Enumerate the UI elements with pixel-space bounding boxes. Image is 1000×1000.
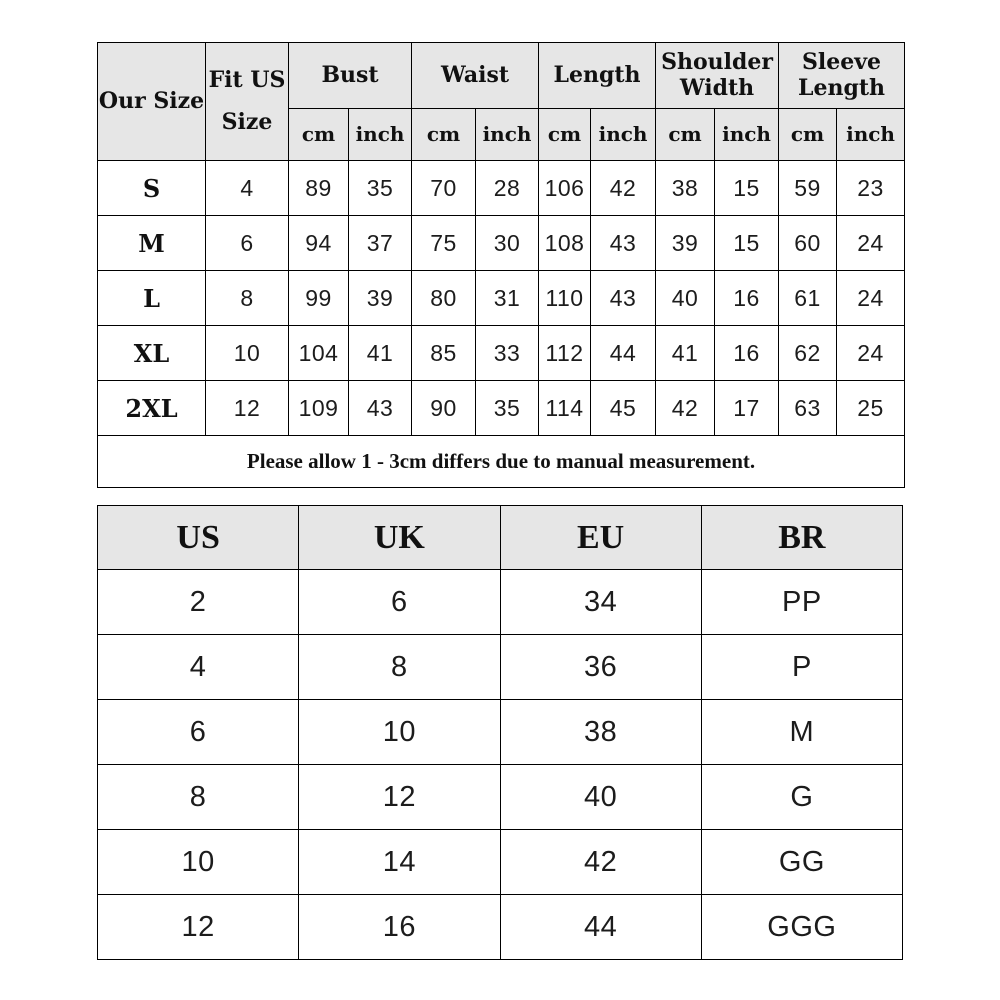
header-sleeve-cm: cm [779, 109, 837, 161]
br-size-cell: G [701, 765, 902, 830]
header-fit-us-line1: Fit US [208, 66, 286, 93]
header-shoulder-inch: inch [715, 109, 779, 161]
header-waist: Waist [412, 43, 539, 109]
measurement-cell: 59 [779, 161, 837, 216]
us-size-cell: 12 [98, 895, 299, 960]
measurement-cell: 28 [476, 161, 539, 216]
fit-us-cell: 12 [206, 381, 289, 436]
size-row-xl [98, 326, 905, 381]
header-uk: UK [299, 506, 500, 570]
measurement-note-row [98, 436, 905, 488]
header-eu: EU [500, 506, 701, 570]
header-waist-inch: inch [476, 109, 539, 161]
measurement-cell: 62 [779, 326, 837, 381]
measurement-cell: 42 [591, 161, 656, 216]
eu-size-cell: 38 [500, 700, 701, 765]
measurement-cell: 106 [539, 161, 591, 216]
measurement-note: Please allow 1 - 3cm differs due to manual measurement. [98, 436, 905, 488]
size-row-s [98, 161, 905, 216]
us-size-cell: 10 [98, 830, 299, 895]
header-fit-us-size [206, 43, 289, 161]
measurement-cell: 24 [837, 216, 905, 271]
header-shoulder-cm: cm [656, 109, 715, 161]
size-cell: XL [98, 326, 206, 381]
size-table-group-header-row [98, 43, 905, 109]
uk-size-cell: 16 [299, 895, 500, 960]
header-bust-cm: cm [289, 109, 349, 161]
uk-size-cell: 10 [299, 700, 500, 765]
fit-us-cell: 10 [206, 326, 289, 381]
measurement-cell: 94 [289, 216, 349, 271]
us-size-cell: 4 [98, 635, 299, 700]
br-size-cell: GG [701, 830, 902, 895]
header-fit-us-line2: Size [221, 108, 273, 135]
measurement-cell: 24 [837, 271, 905, 326]
size-row-l [98, 271, 905, 326]
size-row-2xl [98, 381, 905, 436]
measurement-cell: 110 [539, 271, 591, 326]
eu-size-cell: 40 [500, 765, 701, 830]
measurement-cell: 24 [837, 326, 905, 381]
header-us: US [98, 506, 299, 570]
br-size-cell: PP [701, 570, 902, 635]
header-bust-inch: inch [349, 109, 412, 161]
measurement-cell: 31 [476, 271, 539, 326]
measurement-cell: 104 [289, 326, 349, 381]
measurement-cell: 75 [412, 216, 476, 271]
measurement-cell: 61 [779, 271, 837, 326]
conversion-row [98, 895, 903, 960]
measurement-cell: 39 [349, 271, 412, 326]
measurement-cell: 108 [539, 216, 591, 271]
measurement-cell: 25 [837, 381, 905, 436]
measurement-cell: 38 [656, 161, 715, 216]
measurement-cell: 85 [412, 326, 476, 381]
measurement-cell: 33 [476, 326, 539, 381]
measurement-cell: 80 [412, 271, 476, 326]
header-our-size: Our Size [98, 43, 206, 161]
measurement-cell: 35 [349, 161, 412, 216]
fit-us-cell: 6 [206, 216, 289, 271]
eu-size-cell: 34 [500, 570, 701, 635]
conversion-header-row [98, 506, 903, 570]
measurement-cell: 114 [539, 381, 591, 436]
measurement-cell: 17 [715, 381, 779, 436]
conversion-row [98, 635, 903, 700]
measurement-cell: 60 [779, 216, 837, 271]
uk-size-cell: 14 [299, 830, 500, 895]
measurement-cell: 109 [289, 381, 349, 436]
header-length-inch: inch [591, 109, 656, 161]
size-measurement-table [97, 42, 905, 488]
measurement-cell: 41 [349, 326, 412, 381]
header-waist-cm: cm [412, 109, 476, 161]
conversion-row [98, 570, 903, 635]
conversion-row [98, 830, 903, 895]
uk-size-cell: 12 [299, 765, 500, 830]
measurement-cell: 43 [591, 216, 656, 271]
fit-us-cell: 8 [206, 271, 289, 326]
header-sleeve-length: Sleeve Length [779, 43, 905, 109]
fit-us-cell: 4 [206, 161, 289, 216]
measurement-cell: 35 [476, 381, 539, 436]
size-cell: L [98, 271, 206, 326]
header-length: Length [539, 43, 656, 109]
measurement-cell: 37 [349, 216, 412, 271]
measurement-cell: 16 [715, 326, 779, 381]
br-size-cell: GGG [701, 895, 902, 960]
header-length-cm: cm [539, 109, 591, 161]
measurement-cell: 43 [591, 271, 656, 326]
header-sleeve-inch: inch [837, 109, 905, 161]
br-size-cell: M [701, 700, 902, 765]
uk-size-cell: 6 [299, 570, 500, 635]
eu-size-cell: 44 [500, 895, 701, 960]
measurement-cell: 63 [779, 381, 837, 436]
measurement-cell: 23 [837, 161, 905, 216]
measurement-cell: 15 [715, 161, 779, 216]
measurement-cell: 45 [591, 381, 656, 436]
measurement-cell: 15 [715, 216, 779, 271]
eu-size-cell: 36 [500, 635, 701, 700]
measurement-cell: 41 [656, 326, 715, 381]
us-size-cell: 2 [98, 570, 299, 635]
measurement-cell: 39 [656, 216, 715, 271]
measurement-cell: 70 [412, 161, 476, 216]
measurement-cell: 16 [715, 271, 779, 326]
measurement-cell: 43 [349, 381, 412, 436]
size-cell: 2XL [98, 381, 206, 436]
size-conversion-table [97, 505, 903, 960]
measurement-cell: 42 [656, 381, 715, 436]
size-cell: S [98, 161, 206, 216]
us-size-cell: 6 [98, 700, 299, 765]
uk-size-cell: 8 [299, 635, 500, 700]
measurement-cell: 40 [656, 271, 715, 326]
eu-size-cell: 42 [500, 830, 701, 895]
br-size-cell: P [701, 635, 902, 700]
size-cell: M [98, 216, 206, 271]
header-br: BR [701, 506, 902, 570]
size-row-m [98, 216, 905, 271]
measurement-cell: 30 [476, 216, 539, 271]
measurement-cell: 90 [412, 381, 476, 436]
measurement-cell: 44 [591, 326, 656, 381]
header-bust: Bust [289, 43, 412, 109]
measurement-cell: 89 [289, 161, 349, 216]
conversion-row [98, 765, 903, 830]
measurement-cell: 112 [539, 326, 591, 381]
us-size-cell: 8 [98, 765, 299, 830]
header-shoulder-width: Shoulder Width [656, 43, 779, 109]
conversion-row [98, 700, 903, 765]
measurement-cell: 99 [289, 271, 349, 326]
